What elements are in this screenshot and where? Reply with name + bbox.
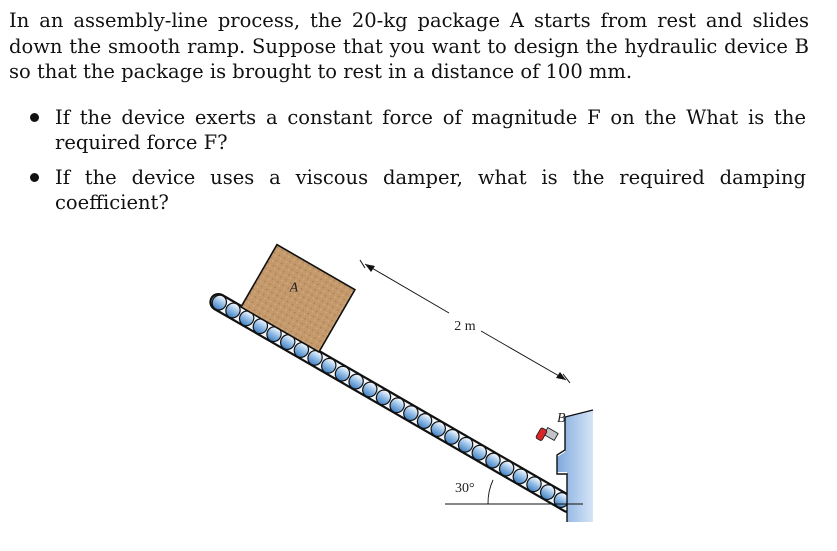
distance-label: 2 m <box>454 319 476 334</box>
bullet-icon <box>30 173 39 182</box>
device-label: B <box>557 411 566 426</box>
question-list <box>28 105 806 215</box>
bullet-icon <box>30 113 39 122</box>
problem-statement: In an assembly-line process, the 20-kg package A starts from rest and slides down the smooth ramp. Suppose that you want to design the hydraulic device B so that the package is brought to rest in a distance of 100 mm. <box>9 9 809 83</box>
distance-dimension <box>360 260 570 383</box>
ramp <box>208 291 580 515</box>
question-item <box>28 165 806 215</box>
angle-label: 30° <box>455 481 475 496</box>
question-text: If the device exerts a constant force of magnitude F on the What is the required force F? <box>55 106 806 154</box>
question-item <box>28 105 806 155</box>
ramp-figure <box>205 222 625 540</box>
package-label: A <box>289 280 299 296</box>
question-text: If the device uses a viscous damper, what is the required damping coefficient? <box>55 166 806 214</box>
package-a <box>241 245 355 352</box>
hydraulic-device-b <box>535 411 566 441</box>
